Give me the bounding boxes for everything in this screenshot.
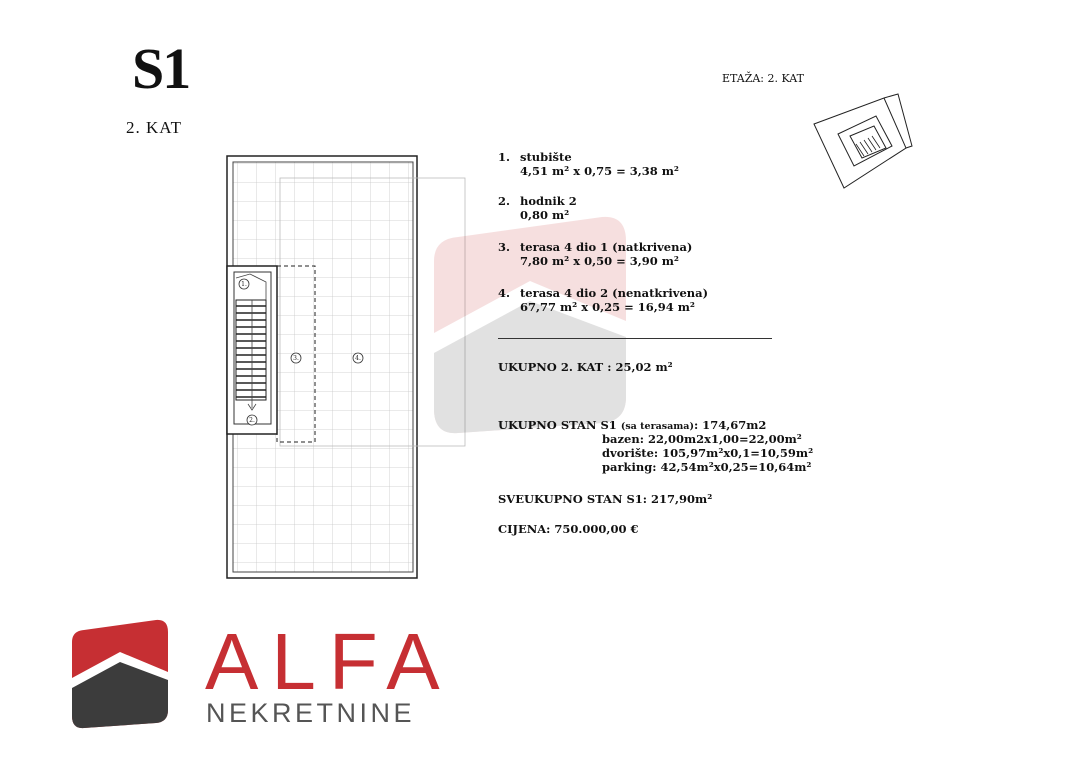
- total-stan: UKUPNO STAN S1 (sa terasama): 174,67m2: [498, 418, 767, 432]
- grand-total: SVEUKUPNO STAN S1: 217,90m²: [498, 492, 713, 506]
- legend-divider: [498, 338, 772, 339]
- extra-bazen: bazen: 22,00m2x1,00=22,00m²: [602, 432, 802, 446]
- etaza-label: ETAŽA: 2. KAT: [722, 72, 804, 85]
- alfa-logo-icon: [70, 618, 170, 730]
- legend-item-terasa-1: 3. terasa 4 dio 1 (natkrivena) 7,80 m² x 0,50 = 3,90 m²: [498, 240, 693, 268]
- plan-label-1: 1.: [241, 281, 247, 288]
- price: CIJENA: 750.000,00 €: [498, 522, 639, 536]
- plan-label-3: 3.: [293, 355, 299, 362]
- plan-label-2: 2.: [249, 417, 255, 424]
- legend-item-terasa-2: 4. terasa 4 dio 2 (nenatkrivena) 67,77 m² x 0,25 = 16,94 m²: [498, 286, 709, 314]
- brand-name: ALFA: [205, 617, 453, 706]
- extra-dvoriste: dvorište: 105,97m²x0,1=10,59m²: [602, 446, 814, 460]
- extra-parking: parking: 42,54m²x0,25=10,64m²: [602, 460, 812, 474]
- unit-code: S1: [132, 36, 190, 101]
- floor-label: 2. KAT: [126, 118, 183, 137]
- plan-label-4: 4.: [355, 355, 361, 362]
- brand-subtitle: NEKRETNINE: [206, 698, 416, 728]
- legend-item-stubiste: 1. stubište 4,51 m² x 0,75 = 3,38 m²: [498, 150, 679, 178]
- site-plan-thumbnail: [808, 92, 918, 192]
- legend-item-hodnik: 2. hodnik 2 0,80 m²: [498, 194, 577, 222]
- total-floor: UKUPNO 2. KAT : 25,02 m²: [498, 360, 673, 374]
